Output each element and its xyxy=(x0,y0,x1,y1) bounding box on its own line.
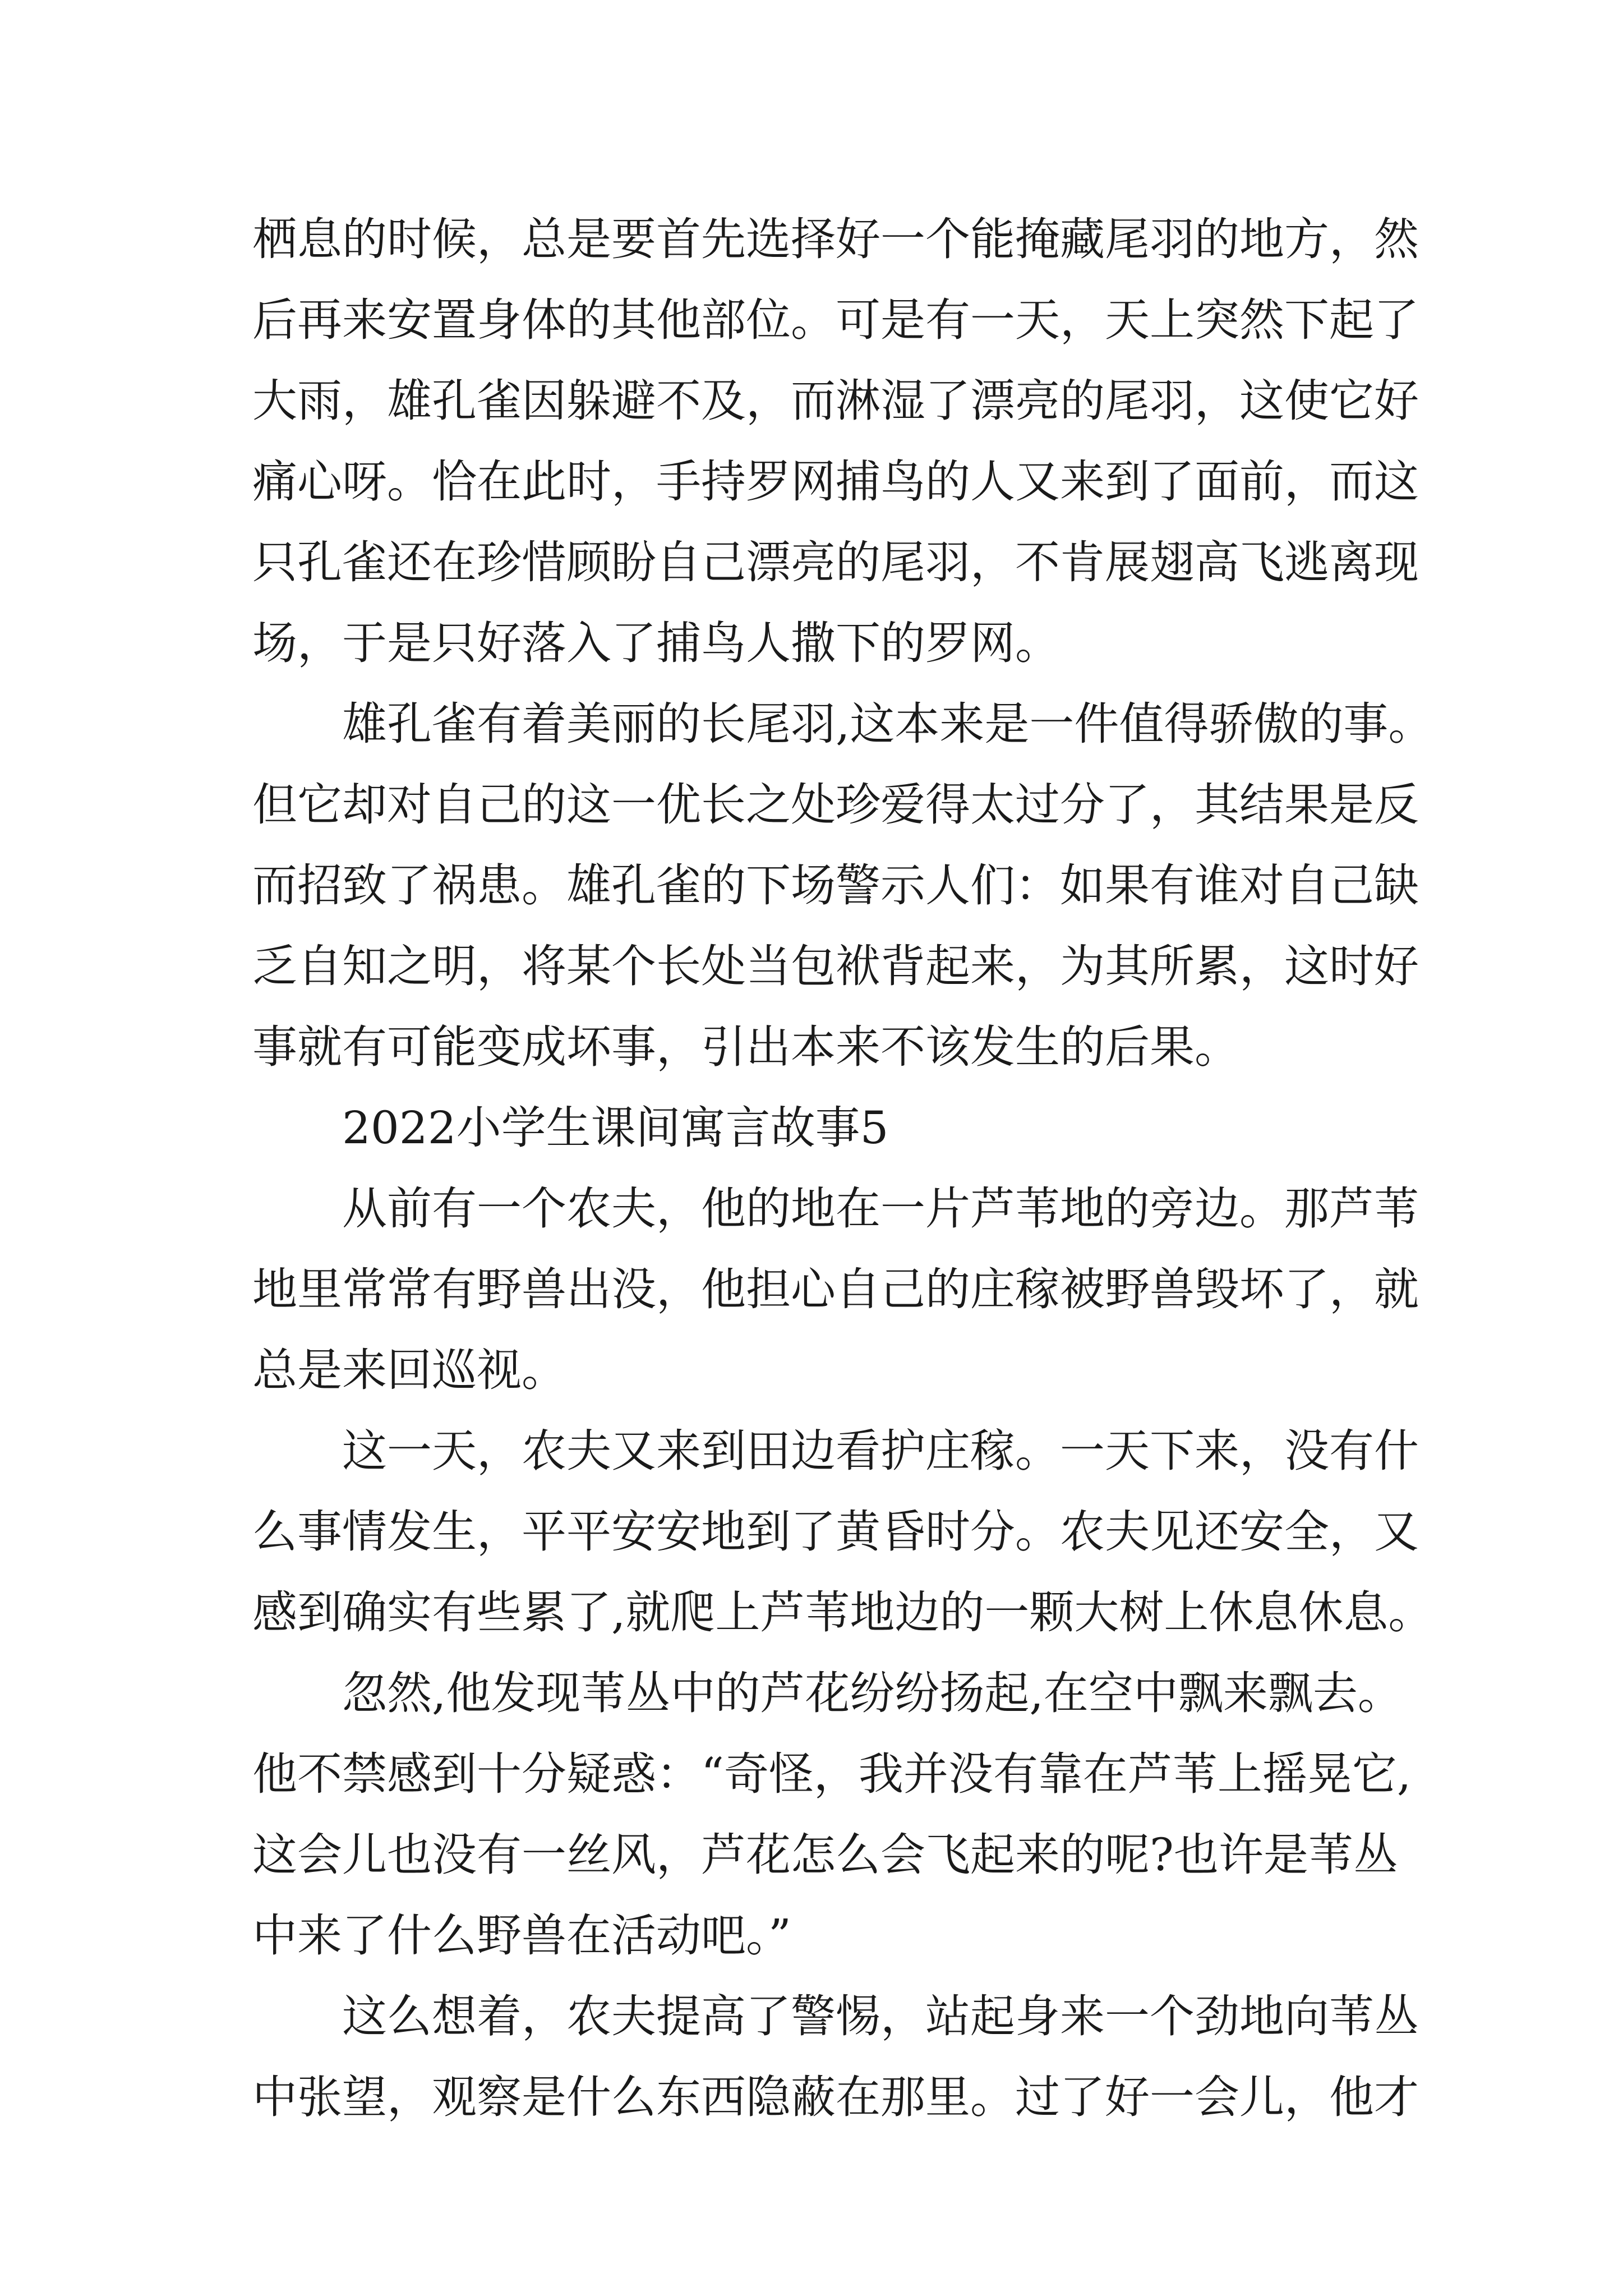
text-line: 总是来回巡视。 xyxy=(252,1344,566,1396)
paragraph xyxy=(252,1653,1412,1976)
text-line: 乏自知之明，将某个长处当包袱背起来，为其所累，这时好 xyxy=(252,940,1419,992)
heading-text: 2022小学生课间寓言故事5 xyxy=(342,1102,889,1154)
paragraph xyxy=(252,199,1419,684)
text-line: 雄孔雀有着美丽的长尾羽,这本来是一件值得骄傲的事。 xyxy=(342,698,1433,750)
text-line: 栖息的时候，总是要首先选择好一个能掩藏尾羽的地方，然 xyxy=(252,213,1419,265)
text-line: 这么想着，农夫提高了警惕，站起身来一个劲地向苇丛 xyxy=(342,1990,1419,2042)
text-line: 从前有一个农夫，他的地在一片芦苇地的旁边。那芦苇 xyxy=(342,1182,1419,1235)
text-line: 这会儿也没有一丝风，芦花怎么会飞起来的呢?也许是苇丛 xyxy=(252,1829,1398,1881)
text-line: 后再来安置身体的其他部位。可是有一天，天上突然下起了 xyxy=(252,294,1419,346)
text-line: 中张望，观察是什么东西隐蔽在那里。过了好一会儿，他才 xyxy=(252,2071,1419,2123)
text-line: 中来了什么野兽在活动吧。” xyxy=(252,1910,791,1962)
text-line: 这一天，农夫又来到田边看护庄稼。一天下来，没有什 xyxy=(342,1425,1419,1477)
text-line: 么事情发生，平平安安地到了黄昏时分。农夫见还安全，又 xyxy=(252,1506,1419,1558)
paragraph xyxy=(252,1168,1419,1411)
section-heading xyxy=(252,1088,1380,1168)
paragraph xyxy=(252,1411,1433,1653)
paragraph xyxy=(252,684,1433,1088)
text-line: 事就有可能变成坏事，引出本来不该发生的后果。 xyxy=(252,1021,1239,1073)
text-line: 只孔雀还在珍惜顾盼自己漂亮的尾羽，不肯展翅高飞逃离现 xyxy=(252,536,1419,588)
paragraph xyxy=(252,1976,1419,2138)
text-line: 忽然,他发现苇丛中的芦花纷纷扬起,在空中飘来飘去。 xyxy=(342,1667,1403,1719)
text-line: 地里常常有野兽出没，他担心自己的庄稼被野兽毁坏了，就 xyxy=(252,1263,1419,1315)
text-line: 而招致了祸患。雄孔雀的下场警示人们：如果有谁对自己缺 xyxy=(252,859,1419,912)
document-body xyxy=(252,199,1433,2138)
text-line: 场，于是只好落入了捕鸟人撒下的罗网。 xyxy=(252,617,1060,669)
text-line: 感到确实有些累了,就爬上芦苇地边的一颗大树上休息休息。 xyxy=(252,1586,1433,1639)
text-line: 但它却对自己的这一优长之处珍爱得太过分了，其结果是反 xyxy=(252,779,1419,831)
text-line: 痛心呀。恰在此时，手持罗网捕鸟的人又来到了面前，而这 xyxy=(252,455,1419,508)
text-line: 他不禁感到十分疑惑：“奇怪，我并没有靠在芦苇上摇晃它, xyxy=(252,1748,1412,1800)
text-line: 大雨，雄孔雀因躲避不及，而淋湿了漂亮的尾羽，这使它好 xyxy=(252,375,1419,427)
